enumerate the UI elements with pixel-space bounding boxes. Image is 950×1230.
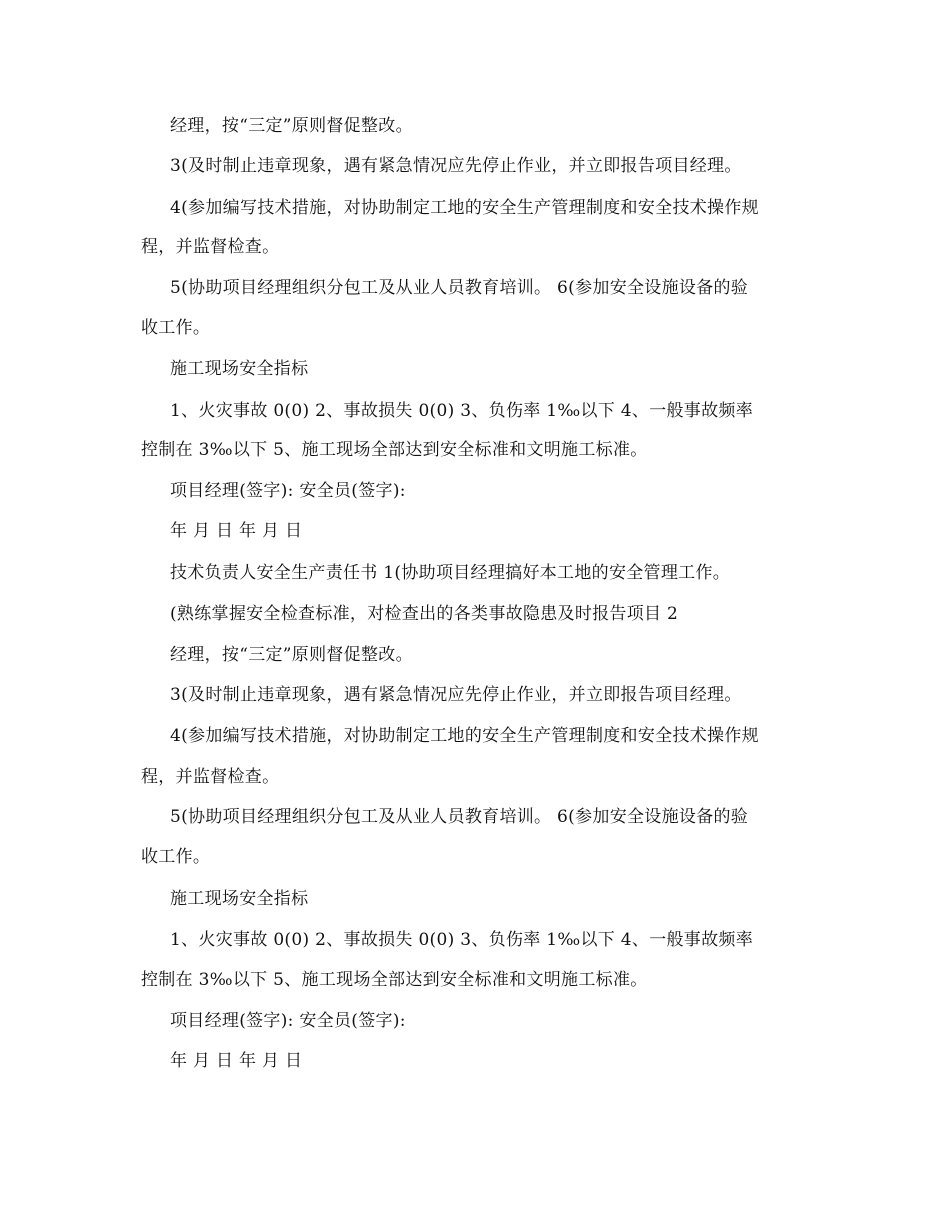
paragraph-line: 5(协助项目经理组织分包工及从业人员教育培训。 6(参加安全设施设备的验 [170, 807, 749, 827]
paragraph-line: 经理，按“三定”原则督促整改。 [170, 116, 413, 136]
section-heading: 施工现场安全指标 [170, 889, 309, 909]
date-line: 年 月 日 年 月 日 [170, 521, 303, 541]
signature-line: 项目经理(签字): 安全员(签字): [170, 481, 406, 501]
paragraph-line: 4(参加编写技术措施，对协助制定工地的安全生产管理制度和安全技术操作规 [170, 726, 759, 746]
paragraph-line: 4(参加编写技术措施，对协助制定工地的安全生产管理制度和安全技术操作规 [170, 198, 759, 218]
paragraph-line: 5(协助项目经理组织分包工及从业人员教育培训。 6(参加安全设施设备的验 [170, 278, 749, 298]
date-line: 年 月 日 年 月 日 [170, 1051, 303, 1071]
paragraph-line: 程，并监督检查。 [141, 237, 280, 257]
signature-line: 项目经理(签字): 安全员(签字): [170, 1011, 406, 1031]
document-title-line: 技术负责人安全生产责任书 1(协助项目经理搞好本工地的安全管理工作。 [170, 563, 731, 583]
paragraph-line: 3(及时制止违章现象，遇有紧急情况应先停止作业，并立即报告项目经理。 [170, 156, 742, 176]
paragraph-line: 1、火灾事故 0(0) 2、事故损失 0(0) 3、负伤率 1‰以下 4、一般事故频率 [170, 401, 754, 421]
paragraph-line: 收工作。 [141, 318, 211, 338]
paragraph-line: 经理，按“三定”原则督促整改。 [170, 645, 413, 665]
paragraph-line: (熟练掌握安全检查标准，对检查出的各类事故隐患及时报告项目 2 [170, 604, 679, 624]
paragraph-line: 控制在 3‰以下 5、施工现场全部达到安全标准和文明施工标准。 [141, 970, 648, 990]
paragraph-line: 控制在 3‰以下 5、施工现场全部达到安全标准和文明施工标准。 [141, 440, 648, 460]
paragraph-line: 1、火灾事故 0(0) 2、事故损失 0(0) 3、负伤率 1‰以下 4、一般事故频率 [170, 930, 754, 950]
paragraph-line: 程，并监督检查。 [141, 767, 280, 787]
section-heading: 施工现场安全指标 [170, 359, 309, 379]
paragraph-line: 收工作。 [141, 847, 211, 867]
paragraph-line: 3(及时制止违章现象，遇有紧急情况应先停止作业，并立即报告项目经理。 [170, 685, 742, 705]
